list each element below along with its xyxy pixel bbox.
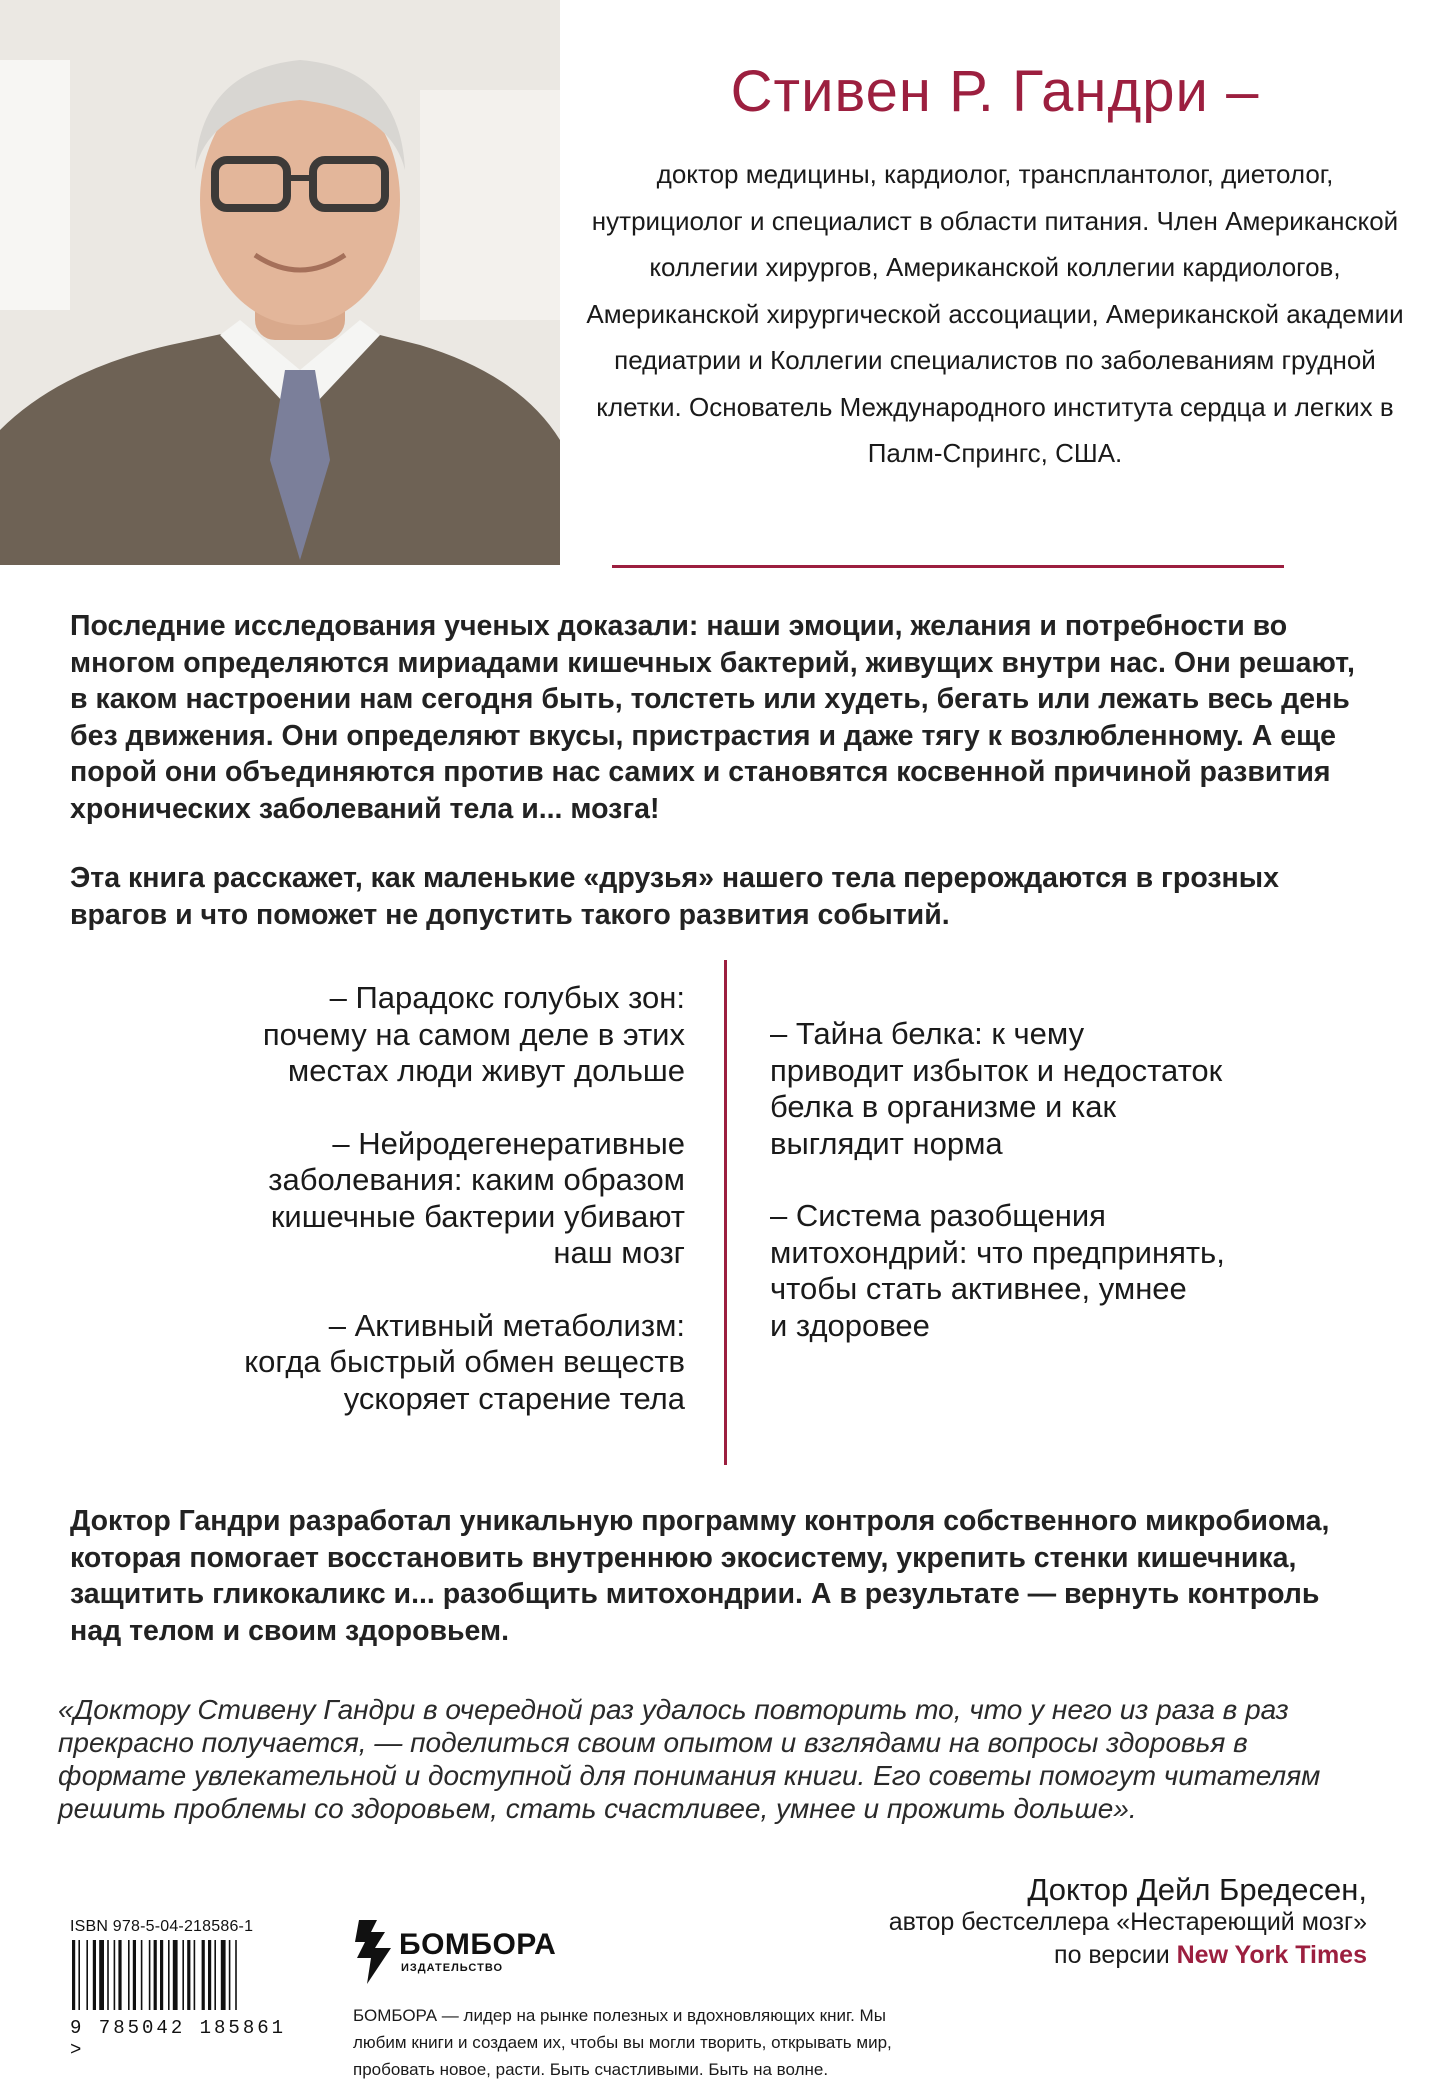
topic-item: – Нейродегенеративные заболевания: каким образом кишечные бактерии убивают наш мозг <box>268 1125 685 1270</box>
nyt-label: New York Times <box>1176 1941 1367 1969</box>
barcode-block <box>70 1918 310 2061</box>
author-photo <box>0 0 560 565</box>
publisher-tagline: БОМБОРА — лидер на рынке полезных и вдохновляющих книг. Мы любим книги и создаем их, чтобы вы могли творить, открывать мир, пробовать новое, расти. Быть счастливыми. Быть на волне. <box>353 2006 892 2079</box>
publisher-logo <box>353 1910 563 2000</box>
intro-section <box>70 608 1370 933</box>
accent-divider-vertical <box>724 960 727 1465</box>
program-paragraph: Доктор Гандри разработал уникальную программу контроля собственного микробиома, которая помогает восстановить внутреннюю экосистему, укрепить стенки кишечника, защитить гликокаликс и... разобщить митохондрии. А в результате — вернуть контроль над телом и своим здоровьем. <box>70 1505 1330 1647</box>
intro-paragraph-1: Последние исследования ученых доказали: наши эмоции, желания и потребности во многом определяются мириадами кишечных бактерий, живущих внутри нас. Они решают, в каком настроении нам сегодня быть, толстеть или худеть, бегать или лежать весь день без движения. Они определяют вкусы, пристрастия и даже тягу к возлюбленному. А еще порой они объединяются против нас самих и становятся косвенной причиной развития хронических заболеваний тела и... мозга! <box>70 610 1355 825</box>
attribution-title: автор бестселлера «Нестареющий мозг» <box>888 1908 1367 1936</box>
isbn-label: ISBN 978-5-04-218586-1 <box>70 1918 254 1935</box>
author-bio: доктор медицины, кардиолог, трансплантолог, диетолог, нутрициолог и специалист в области питания. Член Американской коллегии хирургов, Американской коллегии кардиологов, Американской хирургической ассоциации, Американской академии педиатрии и Коллегии специалистов по заболеваниям грудной клетки. Основатель Международного института сердца и легких в Палм-Спрингс, США. <box>586 159 1404 468</box>
author-block <box>560 40 1430 477</box>
barcode-icon <box>70 1940 310 2010</box>
topic-item: – Активный метаболизм: когда быстрый обмен веществ ускоряет старение тела <box>244 1307 685 1416</box>
quote-attribution <box>889 1873 1367 1972</box>
intro-paragraph-2: Эта книга расскажет, как маленькие «друзья» нашего тела перерождаются в грозных врагов и что поможет не допустить такого развития событий. <box>70 862 1279 931</box>
attribution-source-prefix: по версии <box>1054 1941 1177 1969</box>
attribution-name: Доктор Дейл Бредесен, <box>1027 1872 1367 1907</box>
topics-left-column <box>140 980 685 1453</box>
publisher-subtitle: ИЗДАТЕЛЬСТВО <box>401 1962 504 1974</box>
publisher-mark-icon <box>353 1918 397 1988</box>
author-name: Стивен Р. Гандри – <box>730 59 1260 124</box>
review-quote: «Доктору Стивену Гандри в очередной раз удалось повторить то, что у него из раза в раз прекрасно получается, — поделиться своим опытом и взглядами на вопросы здоровья в формате увлекательной и доступной для понимания книги. Его советы помогут читателям решить проблемы со здоровьем, стать счастливее, умнее и прожить дольше». <box>58 1694 1321 1824</box>
publisher-name: БОМБОРА <box>399 1928 557 1961</box>
barcode-digits: 9 785042 185861 > <box>70 2017 287 2061</box>
topics-section <box>0 960 1445 1465</box>
topic-item: – Система разобщения митохондрий: что предпринять, чтобы стать активнее, умнее и здоровее <box>770 1198 1225 1343</box>
author-portrait-illustration <box>0 0 560 565</box>
topics-right-column <box>770 1016 1370 1380</box>
topic-item: – Тайна белка: к чему приводит избыток и недостаток белка в организме и как выглядит норма <box>770 1016 1223 1161</box>
accent-divider-horizontal <box>612 565 1284 568</box>
topic-item: – Парадокс голубых зон: почему на самом деле в этих местах люди живут дольше <box>262 980 685 1088</box>
attribution-source <box>889 1939 1367 1972</box>
